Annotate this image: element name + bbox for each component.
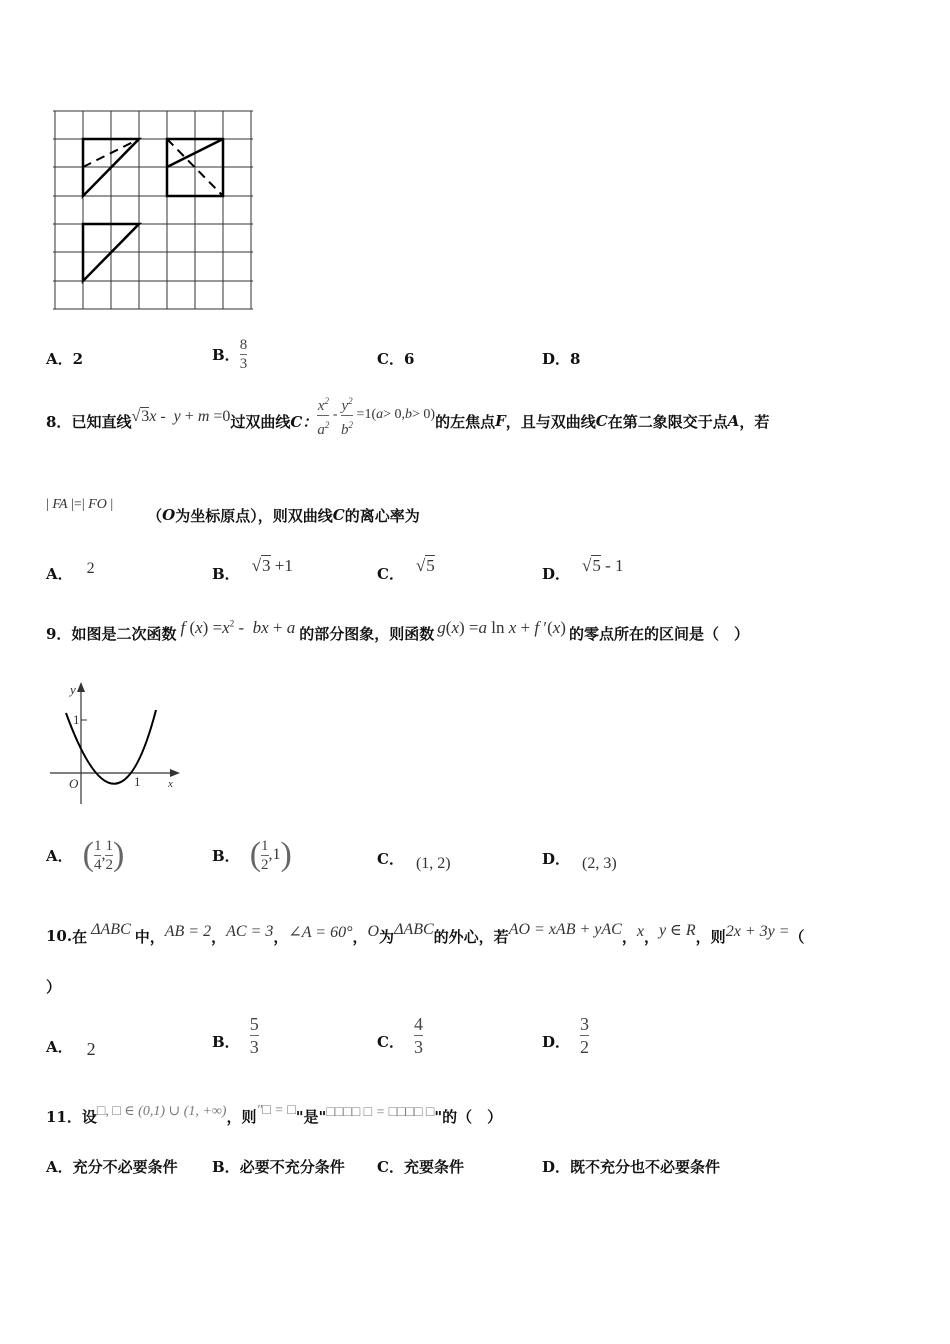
q8-text-8: 为坐标原点），则双曲线 [175,506,333,525]
q7-option-a[interactable] [46,348,83,369]
q8-curve-name: C： [290,412,318,431]
q9-text-2: 的部分图象，则函数 [299,624,435,643]
option-label: B． [212,1032,240,1051]
frac-1-2: $\frac{1}{2}$ [261,837,269,873]
q10-text-3: 为 [379,927,395,946]
frac-den: 3 [249,1036,259,1057]
option-value: 6 [403,350,415,368]
option-label: C． [377,1032,404,1051]
q10-o: O [367,923,380,940]
q10-yr: y ∈ R [658,922,696,939]
q8-option-c[interactable] [377,556,435,584]
option-label: C． [377,1158,404,1176]
q8-stem-line1 [46,396,769,446]
option-label: D． [542,1032,571,1051]
q8-text-1: 已知直线 [71,412,132,431]
q7-option-d[interactable] [542,348,580,369]
frac-den: 3 [413,1036,423,1057]
option-value: √5 - 1 [582,556,624,575]
frac-num: 3 [580,1013,590,1034]
q9-text-3: 的零点所在的区间是（ ） [568,624,749,643]
option-label: B． [212,346,240,364]
q11-eq: ″□ = □ [256,1103,296,1118]
q10-comma-3: ， [352,927,368,946]
option-value: (1, 2) [415,855,451,872]
comma: , [101,846,106,863]
frac-num: 4 [413,1013,423,1034]
q8-origin: O [162,506,176,524]
q10-expression: 2x + 3y = [725,923,790,940]
q8-text-4: ，且与双曲线 [505,412,596,431]
q11-text-4: "的（ ） [434,1107,503,1126]
option-fraction [240,336,248,373]
q10-triangle-2: ΔABC [394,921,434,938]
q11-option-d[interactable] [542,1156,720,1177]
y-axis-arrow [77,682,85,692]
q10-triangle: ΔABC [91,921,131,938]
option-label: D． [542,565,571,583]
option-value: 2 [72,350,84,368]
q9-option-c[interactable] [377,850,451,874]
q9-parabola-graph [46,676,186,806]
q10-paren-close: ） [46,978,62,996]
q11-text-2: ，则 [226,1107,257,1126]
x-axis-label: x [168,778,173,790]
option-label: C． [377,350,404,368]
y-axis-label: y [70,682,76,697]
q8-text-3: 的左焦点 [435,412,496,431]
q9-stem [46,615,749,651]
paren-left: ( [249,836,262,873]
q8-condition: | FA |=| FO | [46,497,114,512]
option-value: 充要条件 [403,1158,464,1176]
q11-text-1: 设 [81,1107,97,1126]
paren-right: ) [280,836,292,873]
option-value: 既不充分也不必要条件 [570,1158,721,1176]
paren-left: ( [82,836,94,873]
q7-option-b[interactable] [212,336,247,373]
q10-comma-1: ， [211,927,227,946]
option-label: B． [212,565,240,583]
option-label: C． [377,565,404,583]
interval-end: ,1 [268,846,281,863]
q9-text-1: 如图是二次函数 [71,624,177,643]
frac-1-4: $\frac{1}{4}$ [93,837,102,873]
option-label: A． [46,1037,73,1056]
q10-vector-eq: AO = xAB + yAC [508,921,622,938]
y-tick-label: 1 [73,712,80,727]
q8-hyperbola-equation: $\frac{x^2}{a^2}$ - $\frac{y^2}{b^2}$ =1( a > 0, b > 0) [317,395,436,438]
origin-label: O [69,776,79,791]
option-label: C． [377,849,404,868]
option-label: A． [46,350,73,368]
option-value: √3 +1 [251,556,293,575]
q10-x: x [636,923,644,940]
q8-point: A [727,412,740,430]
option-fraction [414,1013,423,1058]
q8-option-d[interactable] [542,556,624,584]
q7-option-c[interactable] [377,348,414,369]
q10-option-b[interactable] [212,1010,259,1060]
q9-option-a[interactable] [46,832,124,878]
option-fraction [580,1013,589,1058]
q8-text-7: （ [147,506,163,525]
q11-set: □, □ ∈ (0,1) ∪ (1, +∞) [96,1103,227,1119]
q9-f-expression: f $(x) =x^2$ - bx + a [180,618,296,637]
option-value: 8 [570,350,581,368]
q10-text-1: 在 [72,927,88,946]
q8-text-5: 在第二象限交于点 [607,412,728,431]
q8-curve-letter-2: C [332,506,345,524]
q10-comma-4: ， [621,927,637,946]
option-label: B． [212,1158,240,1176]
q10-ac: AC = 3 [226,923,274,940]
q11-stem [46,1100,502,1132]
q8-option-b[interactable] [212,556,293,584]
option-value: 必要不充分条件 [239,1158,345,1176]
x-axis-arrow [170,769,180,777]
q10-comma-5: ， [643,927,659,946]
q10-stem-line1 [46,918,805,954]
option-value: √5 [415,556,435,575]
q7-grid-figure [50,108,256,314]
option-label: A． [46,565,73,583]
q8-option-a[interactable] [46,560,95,584]
q11-option-c[interactable] [377,1156,464,1177]
frac-den: 2 [580,1036,590,1057]
q8-text-2: 过双曲线 [230,412,291,431]
option-value: 充分不必要条件 [72,1158,178,1176]
q9-option-d[interactable] [542,850,617,874]
q10-text-4: 的外心，若 [433,927,509,946]
q10-text-5: ，则 [695,927,726,946]
paren-right: ) [112,836,125,873]
q8-focus: F [495,412,506,430]
option-label: D． [542,849,571,868]
option-value: 2 [86,560,95,577]
q10-option-a[interactable] [46,1034,96,1058]
frac-den: 3 [239,356,248,372]
q11-option-a[interactable] [46,1156,178,1177]
q8-stem-line2 [46,495,420,535]
question-number: 10. [46,927,73,945]
option-label: A． [46,846,73,865]
option-value: (2, 3) [582,855,617,872]
q10-ab: AB = 2 [164,923,212,940]
question-number: 8． [46,412,72,431]
q10-text-2: 中， [134,927,165,946]
q11-text-3: "是" [295,1107,327,1126]
q10-option-d[interactable] [542,1010,589,1060]
q11-log-eq: □□□□ □ = □□□□ □ [326,1105,435,1120]
option-value: 2 [86,1038,96,1059]
frac-num: 8 [239,337,248,353]
q9-g-expression: g(x) =a ln x + f ′(x) [437,618,566,637]
q8-text-6: ，若 [739,412,770,431]
x-tick-label: 1 [134,774,141,789]
q8-line-equation: √3x - y + m =0 [131,408,231,425]
frac-num: 5 [249,1013,259,1034]
q10-option-c[interactable] [377,1010,423,1060]
option-label: D． [542,350,571,368]
q9-option-b[interactable] [212,832,292,878]
q10-paren-open: （ [789,927,805,946]
q8-curve-letter: C [595,412,608,430]
question-number: 11． [46,1107,82,1126]
q10-stem-line2 [46,976,61,997]
q8-text-9: 的离心率为 [344,506,420,525]
q10-angle: ∠A = 60° [288,924,353,941]
q11-option-b[interactable] [212,1156,345,1177]
option-label: D． [542,1158,571,1176]
frac-1-2: $\frac{1}{2}$ [105,837,113,873]
option-label: B． [212,846,240,865]
q10-comma-2: ， [273,927,289,946]
option-fraction [250,1013,259,1058]
question-number: 9． [46,624,72,643]
option-label: A． [46,1158,73,1176]
